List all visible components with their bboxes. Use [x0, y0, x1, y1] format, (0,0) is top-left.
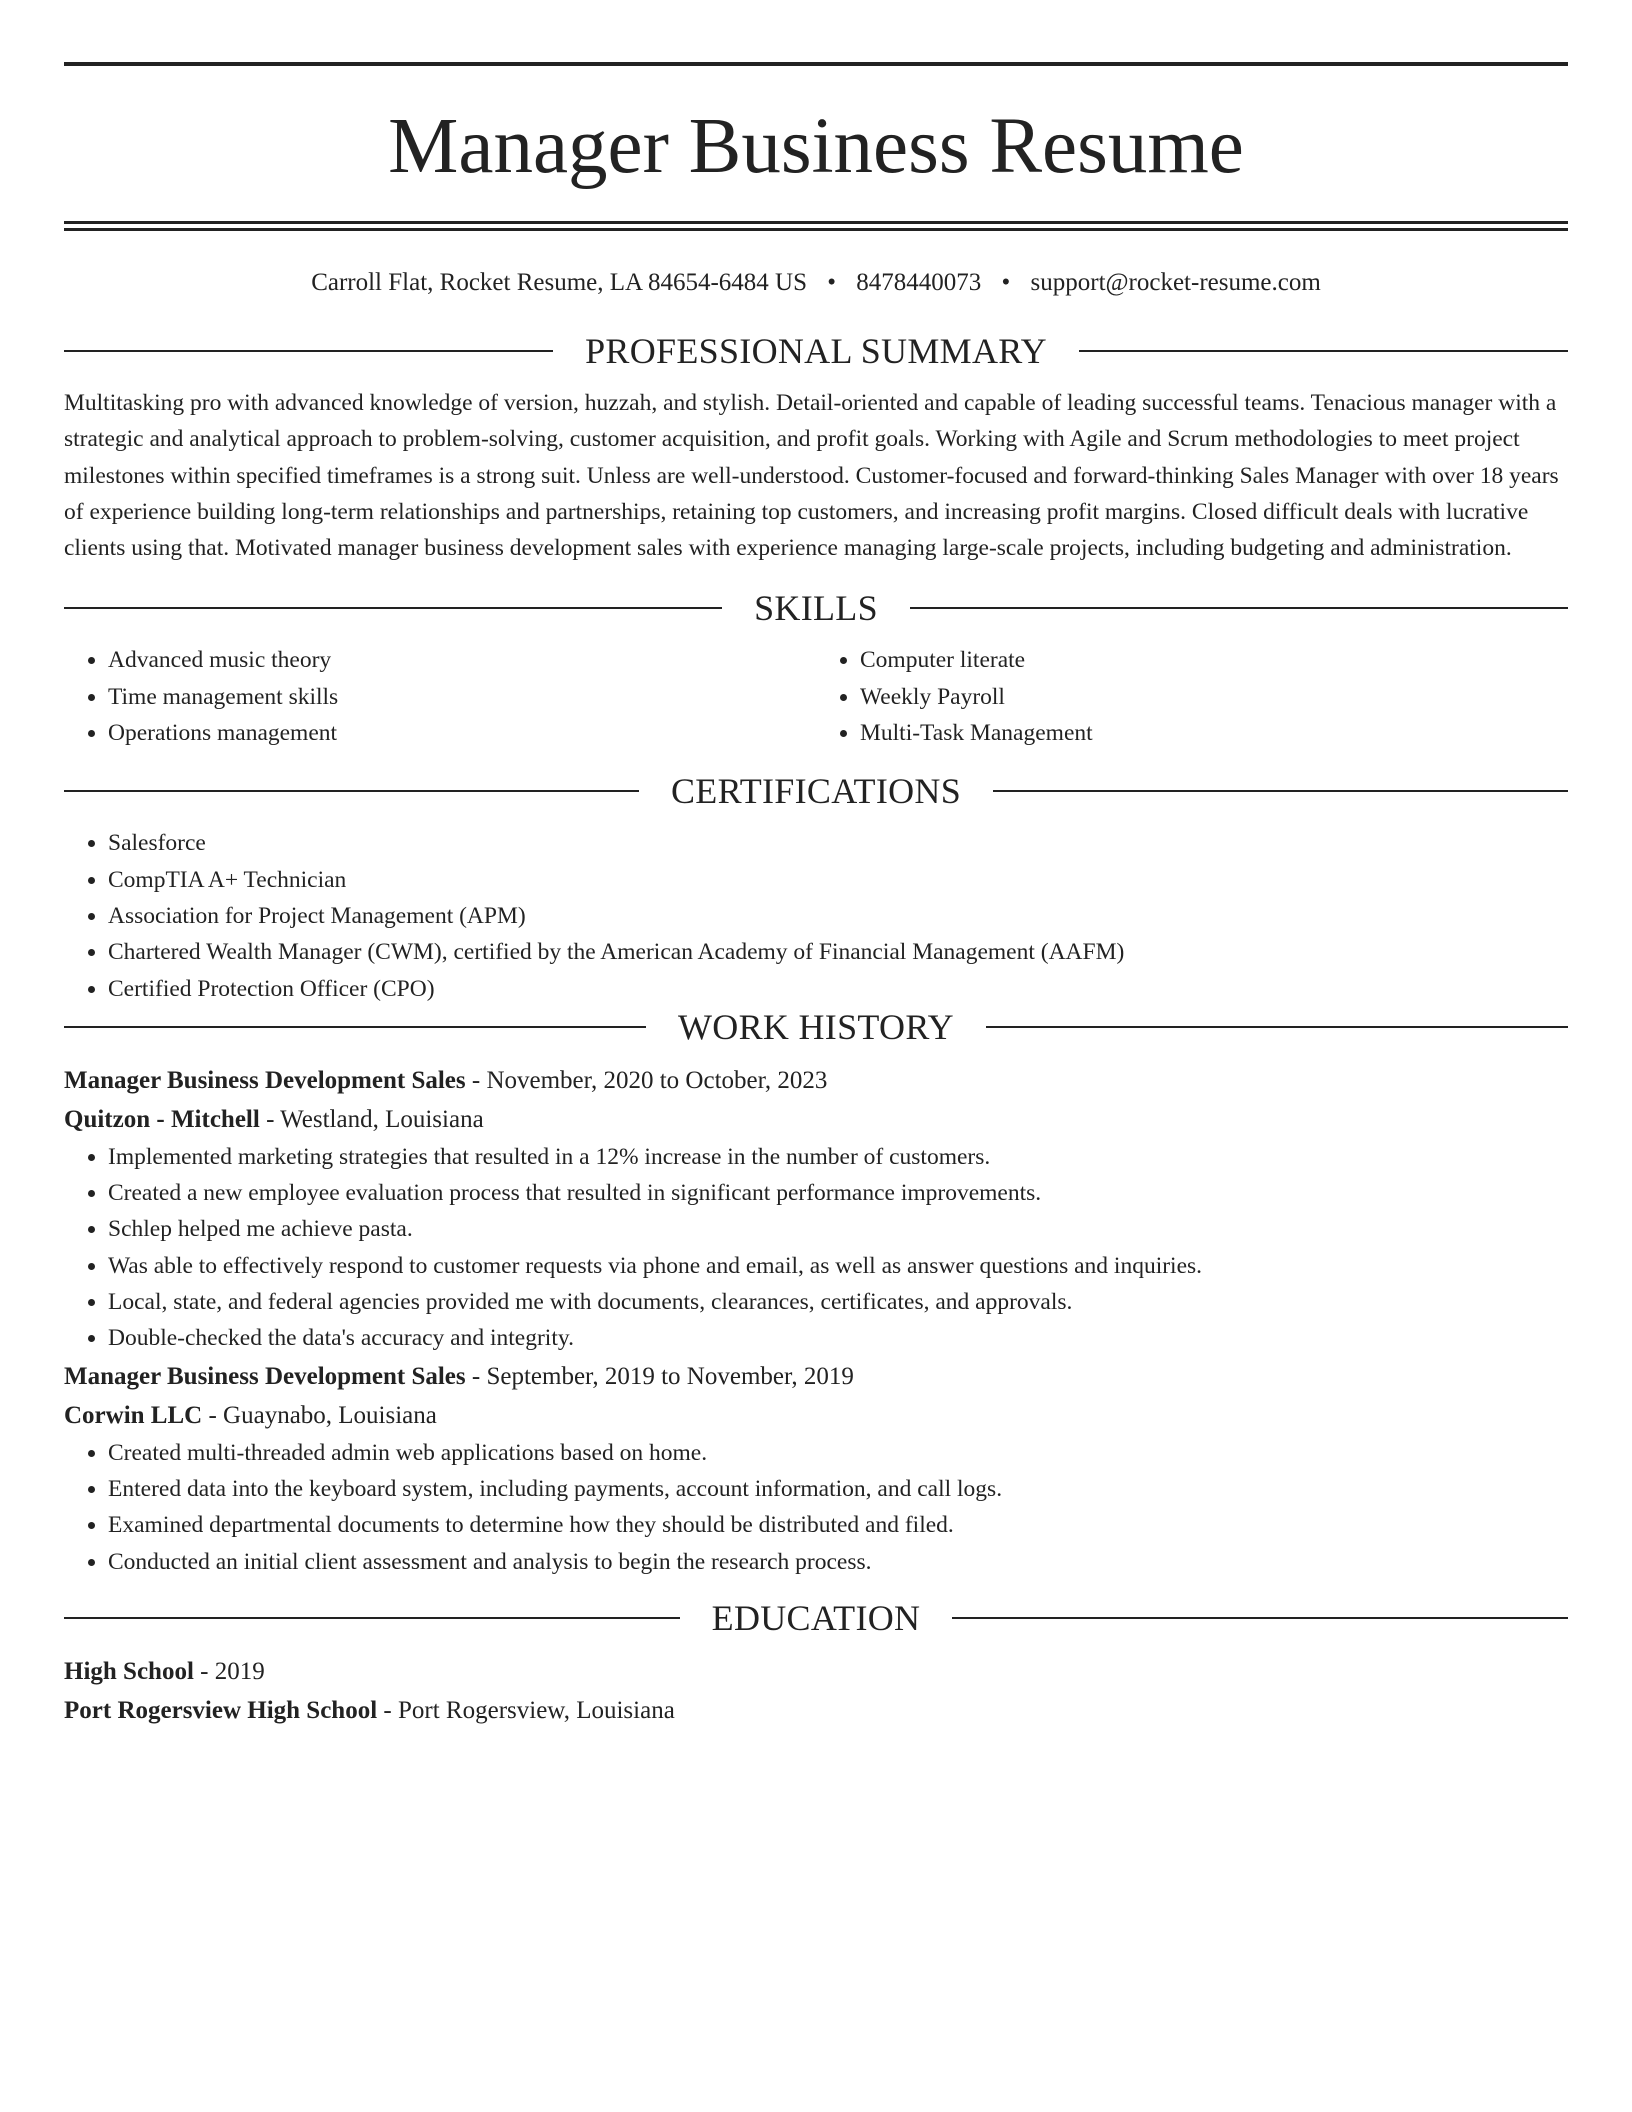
skill-item: • Computer literate: [860, 642, 1568, 678]
job-bullet: • Was able to effectively respond to customer requests via phone and email, as well as answer questions and inquiries.: [108, 1248, 1568, 1284]
job-bullet: • Conducted an initial client assessment and analysis to begin the research process.: [108, 1544, 1568, 1580]
job-company-line: [64, 1100, 1568, 1139]
contact-email: support@rocket-resume.com: [1030, 269, 1321, 296]
job-bullets: [64, 1139, 1568, 1357]
section-header-skills: [64, 588, 1568, 628]
contact-line: [64, 267, 1568, 299]
section-header-summary: [64, 331, 1568, 371]
divider-line: [64, 1617, 680, 1619]
section-title: SKILLS: [754, 588, 878, 629]
job-bullet: • Double-checked the data's accuracy and integrity.: [108, 1320, 1568, 1356]
contact-separator: •: [827, 269, 836, 296]
certification-item: • Certified Protection Officer (CPO): [108, 971, 1568, 1007]
divider-line: [952, 1617, 1568, 1619]
section-title: CERTIFICATIONS: [670, 771, 962, 812]
job-bullet: • Local, state, and federal agencies provided me with documents, clearances, certificates, and approvals.: [108, 1284, 1568, 1320]
job-entry: [64, 1061, 1568, 1357]
education-year: - 2019: [193, 1657, 265, 1685]
job-bullet: • Entered data into the keyboard system, including payments, account information, and call logs.: [108, 1471, 1568, 1507]
contact-address: Carroll Flat, Rocket Resume, LA 84654-6484 US: [311, 269, 807, 296]
skills-columns: [64, 642, 1568, 751]
skill-item: • Multi-Task Management: [860, 715, 1568, 751]
double-rule: [64, 221, 1568, 231]
certification-item: • Chartered Wealth Manager (CWM), certified by the American Academy of Financial Management (AAFM): [108, 934, 1568, 970]
divider-line: [64, 1026, 646, 1028]
certification-item: • CompTIA A+ Technician: [108, 862, 1568, 898]
skill-item: • Weekly Payroll: [860, 679, 1568, 715]
education-location: - Port Rogersview, Louisiana: [377, 1696, 675, 1724]
job-dates: - September, 2019 to November, 2019: [465, 1362, 854, 1390]
job-location: - Westland, Louisiana: [259, 1105, 484, 1133]
contact-separator: •: [1001, 269, 1011, 296]
certifications-list: [64, 825, 1568, 1006]
divider-line: [910, 607, 1568, 609]
skills-list-left: [64, 642, 816, 751]
job-bullet: • Created a new employee evaluation process that resulted in significant performance improvements.: [108, 1175, 1568, 1211]
divider-line: [1079, 350, 1568, 352]
education-degree: High School: [64, 1657, 194, 1685]
skills-list-right: [816, 642, 1568, 751]
job-bullet: • Created multi-threaded admin web applications based on home.: [108, 1435, 1568, 1471]
skill-item: • Time management skills: [108, 679, 816, 715]
job-location: - Guaynabo, Louisiana: [202, 1401, 437, 1429]
job-company: Corwin LLC: [64, 1401, 203, 1429]
divider-line: [993, 790, 1568, 792]
skill-item: • Operations management: [108, 715, 816, 751]
top-rule: [64, 62, 1568, 66]
section-title: EDUCATION: [711, 1597, 921, 1638]
job-bullet: • Examined departmental documents to determine how they should be distributed and filed.: [108, 1507, 1568, 1543]
contact-phone: 8478440073: [856, 269, 982, 296]
section-title: WORK HISTORY: [678, 1006, 954, 1047]
resume-page: [64, 62, 1568, 1730]
section-header-certifications: [64, 771, 1568, 811]
job-company: Quitzon - Mitchell: [64, 1105, 260, 1133]
divider-line: [64, 350, 553, 352]
education-school-line: [64, 1691, 1568, 1730]
job-bullets: [64, 1435, 1568, 1580]
job-entry: [64, 1357, 1568, 1580]
certification-item: • Salesforce: [108, 825, 1568, 861]
job-dates: - November, 2020 to October, 2023: [465, 1066, 828, 1094]
job-role-line: [64, 1357, 1568, 1396]
job-bullet: • Schlep helped me achieve pasta.: [108, 1211, 1568, 1247]
education-degree-line: [64, 1652, 1568, 1691]
section-header-work-history: [64, 1007, 1568, 1047]
section-header-education: [64, 1598, 1568, 1638]
certification-item: • Association for Project Management (APM): [108, 898, 1568, 934]
divider-line: [64, 790, 639, 792]
job-role-line: [64, 1061, 1568, 1100]
resume-title: Manager Business Resume: [388, 103, 1244, 190]
job-bullet: • Implemented marketing strategies that resulted in a 12% increase in the number of customers.: [108, 1139, 1568, 1175]
section-title: PROFESSIONAL SUMMARY: [585, 331, 1047, 371]
job-company-line: [64, 1396, 1568, 1435]
job-role: Manager Business Development Sales: [64, 1066, 466, 1094]
job-role: Manager Business Development Sales: [64, 1362, 466, 1390]
divider-line: [64, 607, 722, 609]
education-school: Port Rogersview High School: [64, 1696, 378, 1724]
skill-item: • Advanced music theory: [108, 642, 816, 678]
divider-line: [986, 1026, 1568, 1028]
summary-text: Multitasking pro with advanced knowledge of version, huzzah, and stylish. Detail-oriented and capable of leading successful teams. Tenacious manager with a strategic and analytical approach to problem-solving, customer acquisition, and profit goals. Working with Agile and Scrum methodologies to meet project milestones within specified timeframes is a strong suit. Unless are well-understood. Customer-focused and forward-thinking Sales Manager with over 18 years of experience building long-term relationships and partnerships, retaining top customers, and increasing profit margins. Closed difficult deals with lucrative clients using that. Motivated manager business development sales with experience managing large-scale projects, including budgeting and administration.: [64, 390, 1559, 562]
